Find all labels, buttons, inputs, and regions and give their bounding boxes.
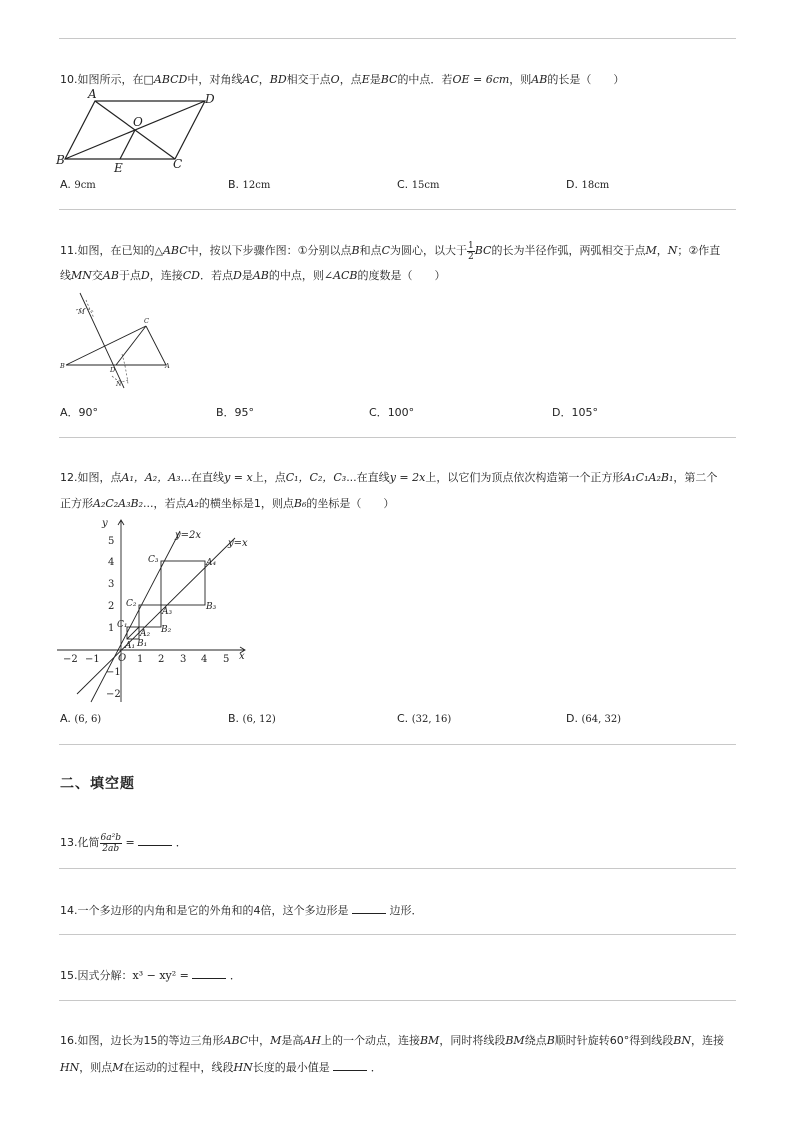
- q15-stem: 15.因式分解：x³ − xy² = ．: [60, 969, 241, 982]
- q10-option-d[interactable]: D. 18cm: [566, 178, 610, 191]
- q12-line-label-2x: y=2x: [175, 530, 202, 541]
- q10-label-a: A: [88, 88, 97, 101]
- q10-label-c: C: [173, 157, 183, 171]
- q10-stem: 10.如图所示，在□ABCD中，对角线AC，BD相交于点O，点E是BC的中点．若OE = 6cm，则AB的长是（ ）: [60, 73, 625, 86]
- q11-label-c: C: [144, 317, 149, 325]
- q10-label-e: E: [114, 161, 123, 175]
- q12-x-axis-label: x: [239, 651, 245, 662]
- q11-fraction: $\frac{1}{2}$: [468, 240, 474, 262]
- divider-q13: [59, 868, 736, 869]
- q12-option-b[interactable]: B. (6, 12): [228, 712, 276, 725]
- q11-label-b: B: [60, 362, 65, 370]
- q12-y-tick--1: −1: [106, 667, 121, 678]
- q12-x-tick--1: −1: [85, 654, 100, 665]
- q11-label-d: D: [110, 366, 116, 374]
- q12-point-b1: B₁: [137, 639, 148, 649]
- q12-x-tick--2: −2: [63, 654, 78, 665]
- q11-stem-line1: 11.如图，在已知的△ABC中，按以下步骤作图：①分别以点B和点C为圆心，以大于 $\frac{1}{2}$ BC的长为半径作弧，两弧相交于点M，N；②作直: [60, 240, 721, 262]
- divider-top: [59, 38, 736, 39]
- q12-y-tick-5: 5: [108, 536, 115, 547]
- q10-label-o: O: [133, 115, 143, 129]
- q12-point-a4: A₄: [206, 558, 217, 568]
- q12-point-b3: B₃: [206, 602, 217, 612]
- q12-x-tick-3: 3: [180, 654, 187, 665]
- q12-point-b2: B₂: [161, 625, 172, 635]
- q12-origin-label: O: [118, 653, 127, 664]
- q10-option-a[interactable]: A. 9cm: [60, 178, 96, 191]
- q12-point-a2: A₂: [140, 629, 151, 639]
- q10-option-c[interactable]: C. 15cm: [397, 178, 440, 191]
- q12-y-tick-1: 1: [108, 623, 115, 634]
- q10-option-b[interactable]: B. 12cm: [228, 178, 271, 191]
- q12-coordinate-graph: [55, 512, 255, 707]
- q12-x-tick-1: 1: [137, 654, 144, 665]
- q12-y-tick-3: 3: [108, 579, 115, 590]
- divider-q15: [59, 1000, 736, 1001]
- q12-point-c2: C₂: [126, 599, 137, 609]
- q12-point-c1: C₁: [117, 620, 128, 630]
- q16-answer-blank[interactable]: [333, 1060, 367, 1071]
- q11-stem-line2: 线MN交AB于点D，连接CD．若点D是AB的中点，则∠ACB的度数是（ ）: [60, 269, 446, 282]
- q12-y-axis-label: y: [102, 518, 108, 529]
- q11-option-b[interactable]: B．95°: [216, 406, 255, 419]
- q14-stem: 14.一个多边形的内角和是它的外角和的4倍，这个多边形是 边形．: [60, 904, 423, 917]
- q16-stem-line1: 16.如图，边长为15的等边三角形ABC中，M是高AH上的一个动点，连接BM，同时将线段BM绕点B顺时针旋转60°得到线段BN，连接: [60, 1034, 724, 1047]
- section-title-fill-in: 二、填空题: [60, 776, 135, 792]
- q12-stem-line1: 12.如图，点A₁，A₂，A₃...在直线y = x上，点C₁，C₂，C₃...在直线y = 2x上，以它们为顶点依次构造第一个正方形A₁C₁A₂B₁，第二个: [60, 471, 718, 484]
- divider-q12: [59, 744, 736, 745]
- q12-stem-line2: 正方形A₂C₂A₃B₂...，若点A₂的横坐标是1，则点B₆的坐标是（ ）: [60, 497, 395, 510]
- q12-y-tick--2: −2: [106, 689, 121, 700]
- q11-label-n: N: [116, 380, 122, 388]
- q12-option-d[interactable]: D. (64, 32): [566, 712, 622, 725]
- q13-answer-blank[interactable]: [138, 835, 172, 846]
- q13-fraction: $\frac{\text{6a²b}}{2ab}$: [100, 832, 121, 854]
- q10-label-d: D: [205, 92, 215, 106]
- q12-line-label-x: y=x: [228, 538, 248, 549]
- q12-point-a3: A₃: [162, 607, 173, 617]
- q12-x-tick-4: 4: [201, 654, 208, 665]
- q11-construction-figure: [56, 288, 181, 398]
- q10-label-b: B: [56, 153, 65, 167]
- q13-stem: 13.化简 $\frac{\text{6a²b}}{2ab}$ = ．: [60, 832, 187, 854]
- q11-option-c[interactable]: C．100°: [369, 406, 415, 419]
- q12-x-tick-5: 5: [223, 654, 230, 665]
- q12-point-a1: A₁: [125, 641, 136, 651]
- q12-y-tick-2: 2: [108, 601, 115, 612]
- q10-parallelogram-figure: [55, 88, 225, 178]
- q12-x-tick-2: 2: [158, 654, 165, 665]
- q11-label-a: A: [165, 362, 170, 370]
- q14-answer-blank[interactable]: [352, 903, 386, 914]
- q11-option-a[interactable]: A．90°: [60, 406, 99, 419]
- divider-q11: [59, 437, 736, 438]
- q12-option-a[interactable]: A. (6, 6): [60, 712, 102, 725]
- q12-point-c3: C₃: [148, 555, 159, 565]
- q15-answer-blank[interactable]: [192, 968, 226, 979]
- q16-stem-line2: HN，则点M在运动的过程中，线段HN长度的最小值是 ．: [60, 1061, 382, 1074]
- q12-y-tick-4: 4: [108, 557, 115, 568]
- q11-label-m: M: [78, 308, 85, 316]
- divider-q10: [59, 209, 736, 210]
- divider-q14: [59, 934, 736, 935]
- q12-option-c[interactable]: C. (32, 16): [397, 712, 452, 725]
- q11-option-d[interactable]: D．105°: [552, 406, 598, 419]
